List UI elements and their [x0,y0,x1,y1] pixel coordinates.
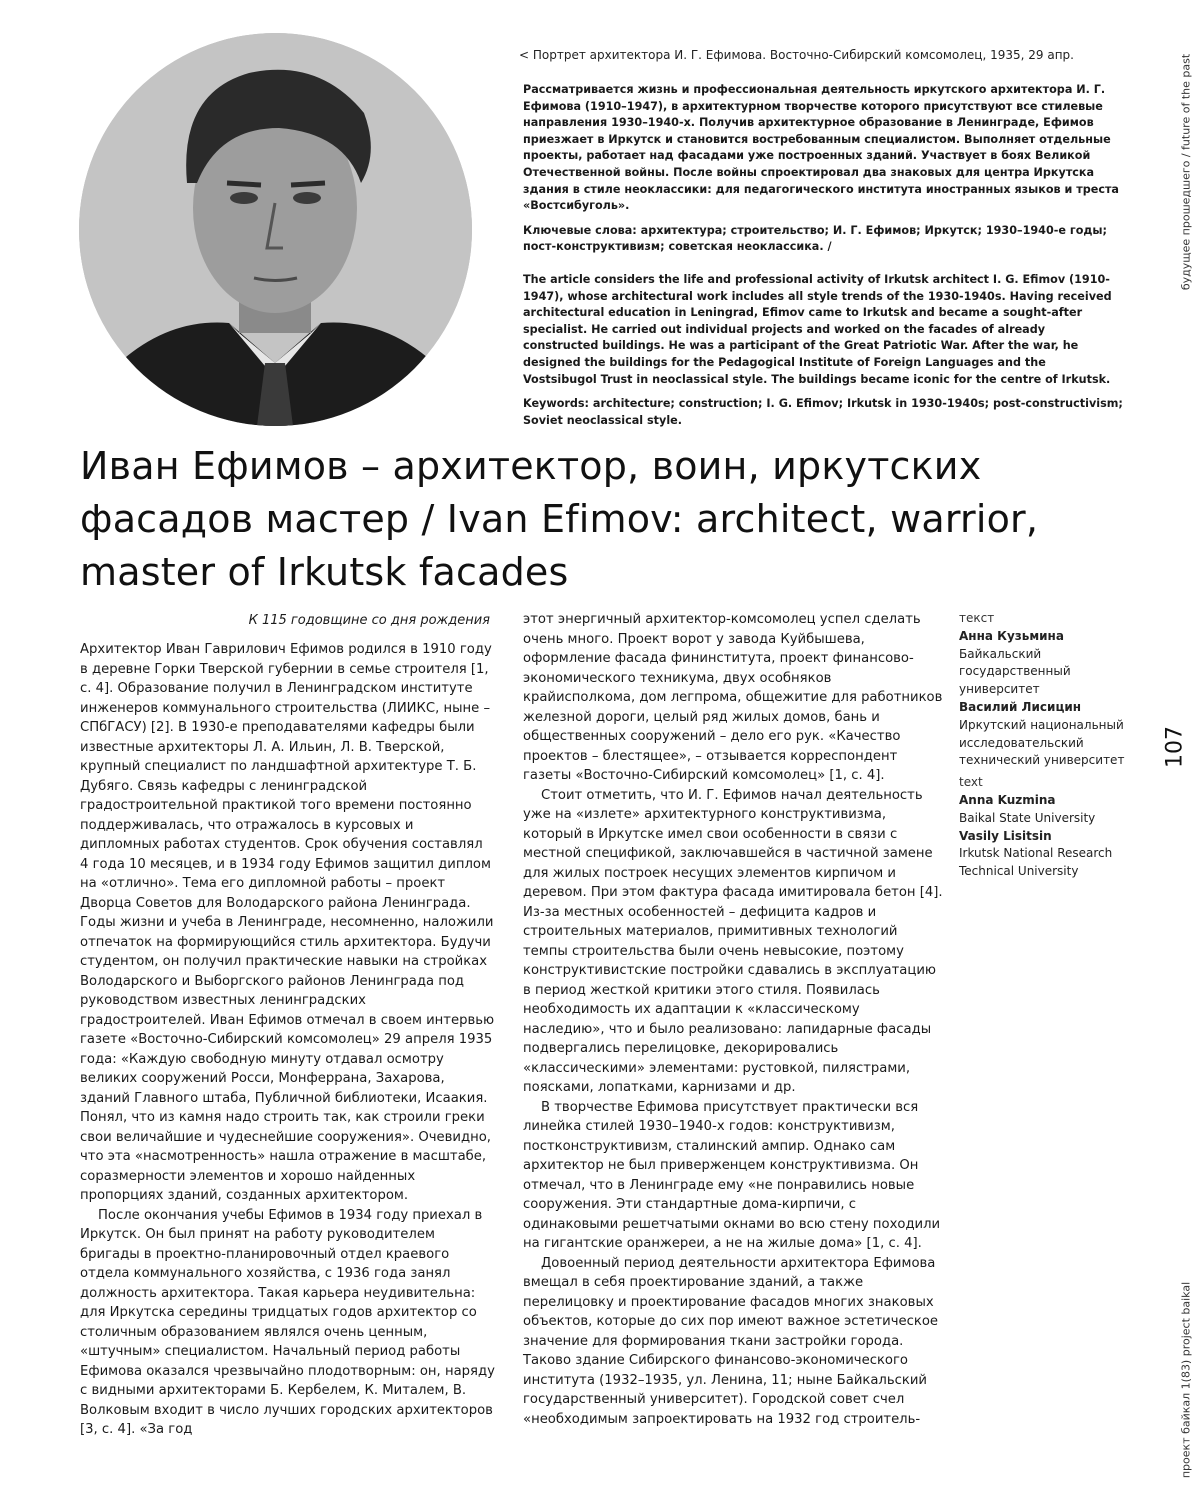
abstract-ru: Рассматривается жизнь и профессиональная деятельность иркутского архитектора И. Г. Ефимова (1910–1947), в архитектурном творчестве которого присутствуют все стилевые направления 1930–1940-х. Получив архитектурное образование в Ленинграде, Ефимов приезжает в Иркутск и становится востребованным специалистом. Выполняет отдельные проекты, работает над фасадами уже построенных зданий. Участвует в боях Великой Отечественной войны. После войны спроектировал два знаковых для центра Иркутска здания в стиле неоклассики: для педагогического института иностранных языков и треста «Востсибуголь». [523,83,1119,213]
author-affiliation: Baikal State University [959,810,1096,825]
author-name: Anna Kuzmina [959,792,1056,807]
text-label-ru: текст [959,611,995,625]
page-number-box [1150,712,1200,782]
running-footer-journal [1176,1280,1196,1480]
paragraph: В творчестве Ефимова присутствует практически вся линейка стилей 1930–1940-х годов: конструктивизм, постконструктивизм, сталинский ампир. Однако сам архитектор не был приверженцем конструктивизма. Он отмечал, что в Ленинграде ему «не понравились новые сооружения. Эти стандартные дома-кирпичи, с одинаковыми решетчатыми окнами во всю стену походили на гигантские оранжереи, а не на жилые дома» [1, с. 4]. [523,1099,941,1251]
author-affiliation: Байкальский государственный университет [959,646,1071,697]
paragraph: этот энергичный архитектор-комсомолец успел сделать очень много. Проект ворот у завода Куйбышева, оформление фасада фининститута, проект финансово-экономического техникума, двух особняков крайисполкома, дом легпрома, общежитие для работников железной дороги, целый ряд жилых домов, бань и общественных сооружений – дело его рук. «Качество проектов – блестящее», – отзывается корреспондент газеты «Восточно-Сибирский комсомолец» [1, с. 4]. [523,612,943,783]
article-title: Иван Ефимов – архитектор, воин, иркутских фасадов мастер / Ivan Efimov: architect, warrior, master of Irkutsk facades [80,444,1039,594]
author-affiliation: Иркутский национальный исследовательский технический университет [959,717,1125,768]
running-header-section [1176,52,1196,292]
author-affiliation: Irkutsk National Research Technical University [959,846,1113,879]
author-name: Vasily Lisitsin [959,828,1052,843]
author-name: Василий Лисицин [959,699,1082,714]
dedication: К 115 годовщине со дня рождения [248,613,490,628]
abstract-en: The article considers the life and professional activity of Irkutsk architect I. G. Efimov (1910-1947), whose architectural work includes all style trends of the 1930-1940s. Having received architectural education in Leningrad, Efimov came to Irkutsk and became a sought-after specialist. He carried out individual projects and worked on the facades of already constructed buildings. He was a participant of the Great Patriotic War. After the war, he designed the buildings for the Pedagogical Institute of Foreign Languages and the Vostsibugol Trust in neoclassical style. The buildings became iconic for the centre of Irkutsk. [523,272,1112,386]
keywords-ru: Ключевые слова: архитектура; строительство; И. Г. Ефимов; Иркутск; 1930–1940-е годы; пост-конструктивизм; советская неоклассика. / [523,223,1108,254]
paragraph: Архитектор Иван Гаврилович Ефимов родился в 1910 году в деревне Горки Тверской губернии в семье строителя [1, с. 4]. Образование получил в Ленинградском институте инженеров коммунального строительства (ЛИИКС, ныне – СПбГАСУ) [2]. В 1930-е преподавателями кафедры были известные архитекторы Л. А. Ильин, Л. В. Тверской, крупный специалист по ландшафтной архитектуре Т. Б. Дубяго. Связь кафедры с ленинградской градостроительной практикой того времени постоянно поддерживалась, что отражалось в курсовых и дипломных работах студентов. Срок обучения составлял 4 года 10 месяцев, и в 1934 году Ефимов защитил диплом на «отлично». Тема его дипломной работы – проект Дворца Советов для Володарского района Ленинграда. Годы жизни и учеба в Ленинграде, несомненно, наложили отпечаток на формирующийся стиль архитектора. Будучи студентом, он получил практические навыки на стройках Володарского и Выборгского районов Ленинграда под руководством известных ленинградских градостроителей. Иван Ефимов отмечал в своем интервью газете «Восточно-Сибирский комсомолец» 29 апреля 1935 года: «Каждую свободную минуту отдавал осмотру великих сооружений Росси, Монферрана, Захарова, зданий Главного штаба, Публичной библиотеки, Исаакия. Понял, что из камня надо строить так, как строили греки свои величайшие и чудеснейшие сооружения». Очевидно, что эта «насмотренность» нашла отражение в масштабе, соразмерности элементов и хорошо найденных пропорциях зданий, созданных архитектором. [80,642,495,1203]
author-block [959,610,1139,881]
paragraph: Стоит отметить, что И. Г. Ефимов начал деятельность уже на «излете» архитектурного конструктивизма, который в Иркутске имел свои особенности в связи с местной спецификой, заключавшейся в частичной замене для жилых построек несущих элементов кирпичом и деревом. При этом фактура фасада имитировала бетон [4]. Из-за местных особенностей – дефицита кадров и строительных материалов, примитивных технологий темпы строительства были очень невысокие, поэтому конструктивистские постройки сдавались в эксплуатацию в период жесткой критики этого стиля. Появилась необходимость их адаптации к «классическому наследию», что и было реализовано: лапидарные фасады подвергались перелицовке, декорировались «классическими» элементами: рустовкой, пилястрами, поясками, лопатками, карнизами и др. [523,787,943,1095]
body-column-1 [80,640,495,1440]
text-label-en: text [959,775,983,790]
body-column-2 [523,610,943,1429]
keywords-en: Keywords: architecture; construction; I. G. Efimov; Irkutsk in 1930-1940s; post-constructivism; Soviet neoclassical style. [523,397,1123,427]
abstract [523,82,1123,437]
author-name: Анна Кузьмина [959,628,1064,643]
portrait-drawing [79,33,472,426]
paragraph: После окончания учебы Ефимов в 1934 году приехал в Иркутск. Он был принят на работу руководителем бригады в проектно-планировочный отдел краевого отдела коммунального хозяйства, с 1936 года занял должность архитектора. Такая карьера неудивительна: для Иркутска середины тридцатых годов архитектор со столичным образованием являлся очень ценным, «штучным» специалистом. Начальный период работы Ефимова оказался чрезвычайно плодотворным: он, наряду с видными архитекторами Б. Кербелем, К. Миталем, В. Волковым входит в число лучших городских архитекторов [3, с. 4]. «За год [80,1207,495,1437]
portrait-photo [79,33,472,426]
journal-title: проект байкал 1(83) project baikal [1179,1281,1193,1479]
section-title: будущее прошедшего / future of the past [1179,53,1193,291]
paragraph: Довоенный период деятельности архитектора Ефимова вмещал в себя проектирование зданий, а также перелицовку и проектирование фасадов многих знаковых объектов, которые до сих пор имеют важное эстетическое значение для формирования ткани застройки города. Таково здание Сибирского финансово-экономического института (1932–1935, ул. Ленина, 11; ныне Байкальский государственный университет). Городской совет счел «необходимым запроектировать на 1932 год строитель- [523,1255,939,1427]
page-number: 107 [1162,726,1188,768]
portrait-caption: < Портрет архитектора И. Г. Ефимова. Восточно-Сибирский комсомолец, 1935, 29 апр. [519,48,1074,62]
